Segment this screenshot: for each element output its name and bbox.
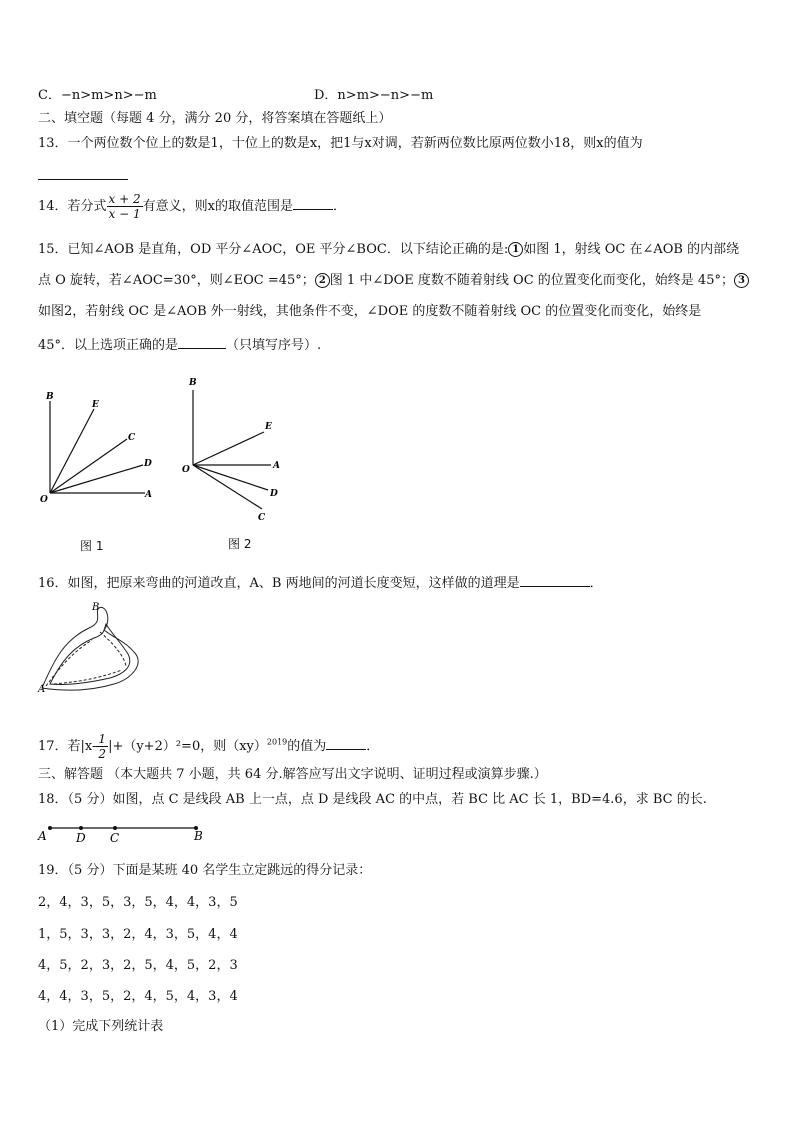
ray-oe xyxy=(193,432,264,465)
answer-blank-15 xyxy=(178,334,226,349)
label-a: A xyxy=(38,829,47,843)
label-b: B xyxy=(92,602,100,613)
q15-line4b: （只填写序号）. xyxy=(226,338,322,353)
q15-line4a: 45°．以上选项正确的是 xyxy=(38,338,179,353)
question-19: 19．（5 分）下面是某班 40 名学生立定跳远的得分记录： xyxy=(38,863,372,878)
score-row-1: 2，4，3，5，3，5，4，4，3，5 xyxy=(38,895,238,910)
q15-line1a: 15．已知∠AOB 是直角，OD 平分∠AOC，OE 平分∠BOC．以下结论正确的是: xyxy=(38,242,509,257)
label-d: D xyxy=(270,489,278,499)
river-outer-bank xyxy=(42,607,138,690)
ray-od xyxy=(50,465,143,493)
circled-2: 2 xyxy=(315,273,330,288)
label-d: D xyxy=(144,459,152,469)
label-b: B xyxy=(194,829,203,843)
circled-3: 3 xyxy=(734,273,749,288)
figure-1-caption: 图 1 xyxy=(80,539,104,553)
answer-blank-16 xyxy=(520,572,590,587)
answer-blank-14 xyxy=(293,195,333,210)
q17-numerator: 1 xyxy=(98,732,107,746)
q19-sub-1: （1）完成下列统计表 xyxy=(38,1019,164,1034)
answer-blank-17 xyxy=(326,735,366,750)
q15-line2a: 点 O 旋转，若∠AOC=30°，则∠EOC =45°； xyxy=(38,273,315,288)
q14-pre: 14．若分式 xyxy=(38,199,107,214)
label-o: O xyxy=(40,495,48,505)
label-e: E xyxy=(265,422,272,432)
circled-1: 1 xyxy=(508,242,523,257)
section-2-title: 二、填空题（每题 4 分，满分 20 分，将答案填在答题纸上） xyxy=(38,111,392,126)
answer-blank-13 xyxy=(38,165,128,180)
label-a: A xyxy=(38,684,46,695)
q17-post: 的值为 xyxy=(287,739,327,754)
ray-od xyxy=(193,465,268,490)
question-13: 13．一个两位数个位上的数是1，十位上的数是x，把1与x对调，若新两位数比原两位数小18，则x的值为 xyxy=(38,136,643,151)
label-b: B xyxy=(46,392,54,402)
question-15-line-3: 如图2，若射线 OC 是∠AOB 外一射线，其他条件不变，∠DOE 的度数不随着射线 OC 的位置变化而变化，始终是 xyxy=(38,304,702,319)
q15-line2b: 图 1 中∠DOE 度数不随着射线 OC 的位置变化而变化，始终是 45°； xyxy=(329,273,734,288)
figure-2 xyxy=(178,372,298,527)
q16-end: ． xyxy=(589,576,603,591)
question-18: 18．（5 分）如图，点 C 是线段 AB 上一点，点 D 是线段 AC 的中点，若 BC 比 AC 长 1，BD=4.6，求 BC 的长. xyxy=(38,792,707,807)
label-c: C xyxy=(110,831,120,845)
river-inner-bank xyxy=(50,624,130,685)
section-3-title: 三、解答题 （本大题共 7 小题，共 64 分.解答应写出文字说明、证明过程或演算步骤.） xyxy=(38,767,547,782)
q17-fraction xyxy=(96,732,108,761)
river-texture xyxy=(46,632,126,686)
q17-end: ． xyxy=(366,739,380,754)
q17-mid: |+（y+2）²=0，则（xy） xyxy=(108,739,267,754)
label-b: B xyxy=(189,378,197,388)
figure-2-caption: 图 2 xyxy=(228,537,252,551)
q17-exponent: 2019 xyxy=(266,737,288,747)
q14-numerator: x + 2 xyxy=(108,192,141,206)
q14-denominator: x − 1 xyxy=(108,207,141,221)
option-d: D．n>m>−n>−m xyxy=(314,88,434,103)
point-d xyxy=(79,826,83,830)
q17-pre: 17．若|x- xyxy=(38,739,97,754)
question-15-line-1 xyxy=(38,241,739,259)
label-o: O xyxy=(182,465,190,475)
option-c: C．−n>m>n>−m xyxy=(38,88,157,103)
question-15-line-4 xyxy=(38,334,321,355)
river-figure xyxy=(34,600,154,696)
figure-1 xyxy=(30,385,170,515)
question-16 xyxy=(38,572,603,593)
question-14 xyxy=(38,192,346,221)
q17-denominator: 2 xyxy=(98,747,107,761)
ray-oc xyxy=(193,465,262,509)
point-a xyxy=(48,826,52,830)
label-a: A xyxy=(145,490,152,500)
q15-line1b: 如图 1，射线 OC 在∠AOB 的内部绕 xyxy=(523,242,740,257)
question-17 xyxy=(38,732,379,761)
q16-text: 16．如图，把原来弯曲的河道改直，A、B 两地间的河道长度变短，这样做的道理是 xyxy=(38,576,520,591)
ray-oe xyxy=(50,409,94,493)
label-d: D xyxy=(76,831,86,845)
q14-fraction xyxy=(107,192,143,221)
ray-oc xyxy=(50,439,127,493)
q14-end: ． xyxy=(332,199,346,214)
label-c: C xyxy=(258,513,266,523)
label-c: C xyxy=(128,433,136,443)
label-a: A xyxy=(273,461,280,471)
score-row-2: 1，5，3，3，2，4，3，5，4，4 xyxy=(38,927,238,942)
q14-post: 有意义，则x的取值范围是 xyxy=(142,199,293,214)
question-15-line-2 xyxy=(38,272,749,290)
point-c xyxy=(113,826,117,830)
label-e: E xyxy=(92,400,99,410)
segment-figure xyxy=(36,818,216,848)
score-row-3: 4，5，2，3，2，5，4，5，2，3 xyxy=(38,958,238,973)
score-row-4: 4，4，3，5，2，4，5，4，3，4 xyxy=(38,989,238,1004)
